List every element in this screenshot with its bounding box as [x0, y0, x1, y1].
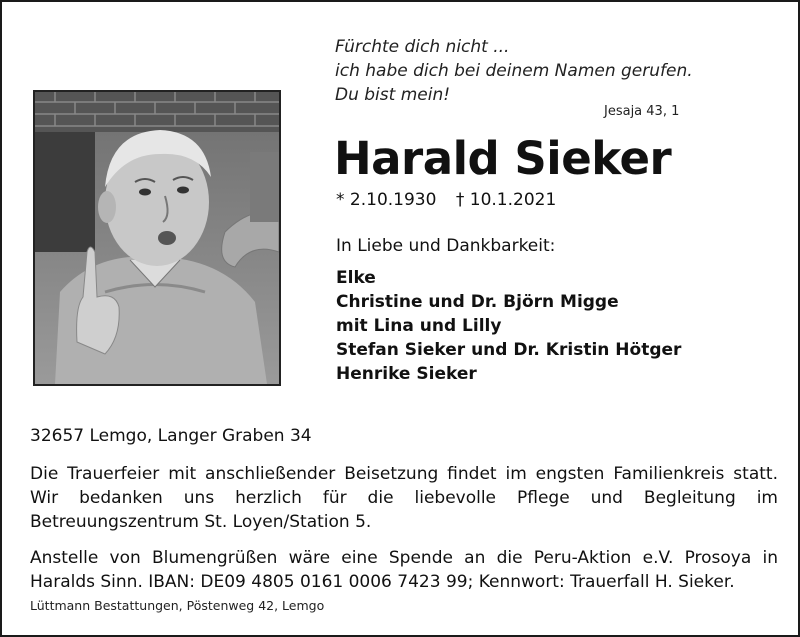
quote-line: Du bist mein! — [335, 85, 451, 105]
life-dates — [336, 190, 570, 210]
mourner-name: mit Lina und Lilly — [336, 316, 502, 336]
deceased-name: Harald Sieker — [334, 132, 672, 185]
death-date: † 10.1.2021 — [455, 190, 557, 210]
quote-line: Fürchte dich nicht ... — [335, 37, 510, 57]
donation-paragraph: Anstelle von Blumengrüßen wäre eine Spende an die Peru-Aktion e.V. Prosoya in Haralds Sinn. IBAN: DE09 4805 0161 0006 7423 99; Kennwort: Trauerfall H. Sieker. — [30, 548, 778, 592]
quote-source: Jesaja 43, 1 — [604, 104, 680, 119]
mourners-intro: In Liebe und Dankbarkeit: — [336, 236, 556, 256]
mourners-list — [336, 266, 681, 386]
birth-date: * 2.10.1930 — [336, 190, 437, 210]
portrait-illustration — [35, 92, 279, 384]
quote-line: ich habe dich bei deinem Namen gerufen. — [335, 61, 693, 81]
mourner-name: Henrike Sieker — [336, 364, 477, 384]
mourner-name: Stefan Sieker und Dr. Kristin Hötger — [336, 340, 682, 360]
undertaker-footer: Lüttmann Bestattungen, Pöstenweg 42, Lemgo — [30, 598, 325, 613]
mourner-name: Christine und Dr. Björn Migge — [336, 292, 619, 312]
funeral-info-paragraph: Die Trauerfeier mit anschließender Beisetzung findet im engsten Familienkreis statt. Wir bedanken uns herzlich für die liebevolle Pflege und Begleitung im Betreuungszentrum St. Loyen/Station 5. — [30, 464, 778, 532]
mourner-name: Elke — [336, 268, 376, 288]
portrait-photo — [33, 90, 281, 386]
family-address: 32657 Lemgo, Langer Graben 34 — [30, 426, 312, 446]
bible-quote — [335, 35, 755, 107]
